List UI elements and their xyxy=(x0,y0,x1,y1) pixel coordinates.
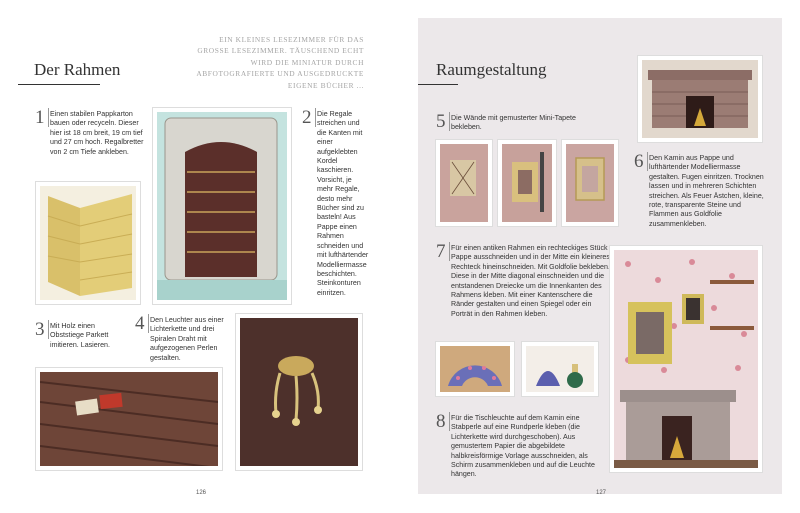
gutter xyxy=(399,0,418,513)
photo-table-lamp xyxy=(522,342,598,396)
step-number: 8 xyxy=(436,412,450,431)
step-text: Einen stabilen Pappkarton bauen oder recyceln. Dieser hier ist 18 cm breit, 19 cm tief und 27 cm hoch. Regalbretter von 2 cm Tiefe ankleben. xyxy=(50,110,144,156)
shelf-frame-illustration xyxy=(157,112,287,300)
intro-text: EIN KLEINES LESEZIMMER FÜR DAS GROSSE LESEZIMMER. TÄUSCHEND ECHT WIRD DIE MINIATUR DURCH ABFOTOGRAFIERTE UND AUSGEDRUCKTE EIGENE BÜCHER ... xyxy=(196,35,364,90)
frame-finished-illustration xyxy=(566,144,614,222)
photo-chandelier xyxy=(236,314,362,470)
photo-frame-step-2 xyxy=(498,140,556,226)
step-text: Mit Holz einen Obststiege Parkett imitieren. Lasieren. xyxy=(50,322,110,349)
photo-parquet-floor xyxy=(36,368,222,470)
step-number: 7 xyxy=(436,242,450,261)
table-lamp-illustration xyxy=(526,346,594,392)
photo-frame-step-1 xyxy=(436,140,492,226)
step-number: 1 xyxy=(35,108,49,127)
left-page-title: Der Rahmen xyxy=(34,60,121,79)
step-number: 5 xyxy=(436,112,450,131)
frame-cardboard-illustration xyxy=(440,144,488,222)
right-page-title: Raumgestaltung xyxy=(436,60,547,79)
step-number: 3 xyxy=(35,320,49,339)
photo-finished-room xyxy=(610,246,762,472)
lampshade-template-illustration xyxy=(440,346,510,392)
photo-frame-step-3 xyxy=(562,140,618,226)
page-number-right: 127 xyxy=(596,490,607,496)
photo-cardboard-box xyxy=(36,182,140,304)
chandelier-illustration xyxy=(240,318,358,466)
right-page xyxy=(418,18,782,494)
photo-lampshade-template xyxy=(436,342,514,396)
left-title-rule xyxy=(18,84,100,85)
cardboard-box-illustration xyxy=(40,186,136,300)
step-text: Für die Tischleuchte auf dem Kamin eine Stabperle auf eine Rundperle kleben (die Lichterkette wird durchgeschoben). Aus gemustertem Papier die abgebildete halbkreisförmige Vorlage ausschneiden, als Schirm zusammenkleben und auf die Leuchte hängen. xyxy=(451,414,595,479)
frame-gold-illustration xyxy=(502,144,552,222)
step-text: Die Regale streichen und die Kanten mit einer aufgeklebten Kordel kaschieren. Vorsicht, je mehr Regale, desto mehr Bücher sind zu basteln! Aus Pappe einen Rahmen schneiden und mit lufthärtender Modelliermasse beschichten. Steinkonturen einritzen. xyxy=(317,110,369,297)
step-number: 6 xyxy=(634,152,648,171)
step-text: Die Wände mit gemusterter Mini-Tapete bekleben. xyxy=(451,114,576,132)
page-number-left: 126 xyxy=(196,490,207,496)
photo-shelf-frame xyxy=(153,108,291,304)
step-number: 2 xyxy=(302,108,316,127)
step-text: Den Leuchter aus einer Lichterkette und drei Spiralen Draht mit aufgezogenen Perlen gestalten. xyxy=(150,316,224,362)
fireplace-illustration xyxy=(642,60,758,138)
right-title-rule xyxy=(418,84,458,85)
parquet-illustration xyxy=(40,372,218,466)
photo-fireplace xyxy=(638,56,762,142)
step-number: 4 xyxy=(135,314,149,333)
room-illustration xyxy=(614,250,758,468)
step-text: Den Kamin aus Pappe und lufthärtender Modelliermasse gestalten. Fugen einritzen. Trocknen lassen und in mehreren Schichten streichen. Als Feuer Ästchen, kleine, rote, transparente Steine und Flammen aus Goldfolie zusammenkleben. xyxy=(649,154,764,228)
step-text: Für einen antiken Rahmen ein rechteckiges Stück Pappe ausschneiden und in der Mitte ein kleineres Rechteck hineinschneiden. Mit Goldfolie bekleben. Diese in der Mitte diagonal einschneiden und die entstandenen Dreiecke um die Innenkanten des Rahmens kleben. Mit einer Kantenschere die Ränder gestalten und einen Spiegel oder ein Porträt in den Rahmen kleben. xyxy=(451,244,610,318)
